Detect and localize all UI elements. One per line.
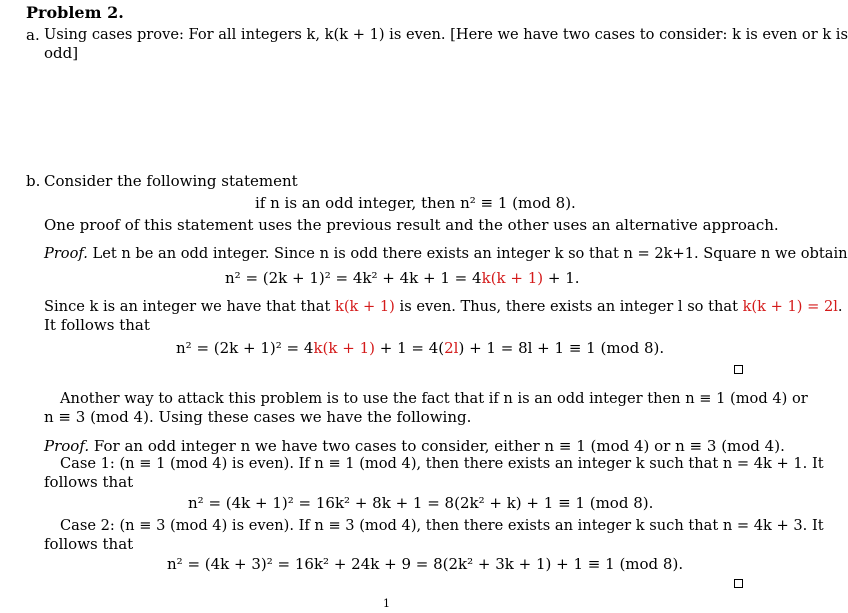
page-number: 1 [383, 597, 390, 610]
part-b-marker: b. [26, 172, 41, 190]
proof1-line-2-b: is even. Thus, there exists an integer l so that [394, 298, 743, 315]
case2-line-2: follows that [44, 535, 134, 553]
part-a-marker: a. [26, 26, 40, 44]
proof1-line-2-a: Since k is an integer we have that that [44, 298, 336, 315]
equation-2-part-b: + 1 = 4( [374, 339, 445, 357]
case1-line-1: Case 1: (n ≡ 1 (mod 4) is even). If n ≡ 1 (mod 4), then there exists an integer k such that n = 4k + 1. It [60, 455, 824, 472]
part-a-line-1: Using cases prove: For all integers k, k(k + 1) is even. [Here we have two cases to consider: k is even or k is [44, 26, 848, 43]
equation-2-highlight-1: k(k + 1) [313, 339, 375, 357]
problem-title: Problem 2. [26, 3, 124, 22]
alt-line-1: Another way to attack this problem is to use the fact that if n is an odd integer then n ≡ 1 (mod 4) or [60, 390, 808, 407]
proof-note: One proof of this statement uses the previous result and the other uses an alternative approach. [44, 216, 779, 234]
proof1-line-2-c: . [837, 298, 843, 315]
part-b-intro: Consider the following statement [44, 172, 298, 190]
equation-2-part-c: ) + 1 = 8l + 1 ≡ 1 (mod 8). [458, 339, 665, 357]
case2-line-1: Case 2: (n ≡ 3 (mod 4) is even). If n ≡ 3 (mod 4), then there exists an integer k such that n = 4k + 3. It [60, 517, 824, 534]
equation-1-end: + 1. [543, 269, 580, 287]
alt-line-2: n ≡ 3 (mod 4). Using these cases we have the following. [44, 408, 472, 426]
equation-2-highlight-2: 2l [444, 339, 459, 357]
proof2-text: For an odd integer n we have two cases to consider, either n ≡ 1 (mod 4) or n ≡ 3 (mod 4). [93, 437, 785, 455]
proof1-line-2-highlight-1: k(k + 1) [335, 298, 395, 315]
case2-equation: n² = (4k + 3)² = 16k² + 24k + 9 = 8(2k² + 3k + 1) + 1 ≡ 1 (mod 8). [167, 555, 684, 573]
case1-line-2: follows that [44, 473, 134, 491]
proof1-label: Proof. [44, 245, 88, 262]
statement: if n is an odd integer, then n² ≡ 1 (mod 8). [255, 194, 576, 212]
equation-2 [176, 339, 664, 357]
proof2-line-1 [44, 437, 785, 455]
part-a-line-2: odd] [44, 44, 79, 62]
case1-equation: n² = (4k + 1)² = 16k² + 8k + 1 = 8(2k² + k) + 1 ≡ 1 (mod 8). [188, 494, 654, 512]
equation-1-highlight: k(k + 1) [481, 269, 544, 287]
equation-1 [225, 269, 580, 287]
qed-box-2 [734, 579, 743, 588]
proof1-text: Let n be an odd integer. Since n is odd there exists an integer k so that n = 2k+1. Square n we obtain [92, 245, 848, 262]
proof1-line-2 [44, 298, 843, 316]
proof1-line-1 [44, 245, 848, 263]
equation-1-part: n² = (2k + 1)² = 4k² + 4k + 1 = 4 [225, 269, 482, 287]
equation-2-part-a: n² = (2k + 1)² = 4 [176, 339, 314, 357]
proof1-line-2-highlight-2: k(k + 1) = 2l [742, 298, 838, 315]
proof1-line-3: It follows that [44, 316, 150, 334]
qed-box-1 [734, 365, 743, 374]
proof2-label: Proof. [44, 437, 90, 455]
